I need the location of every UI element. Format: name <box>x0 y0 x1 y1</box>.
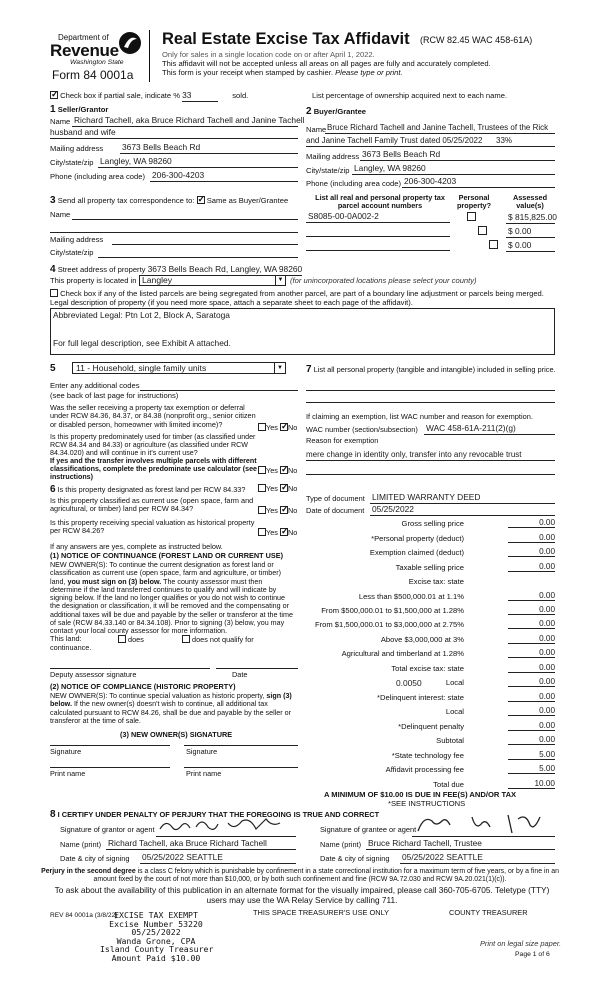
section6-question3: Is this property receiving special valuation as historical property per RCW 84.26? <box>50 518 255 536</box>
header-note-3: This form is your receipt when stamped by cashier. Please type or print. <box>162 68 403 77</box>
section6-q2-yes-checkbox[interactable] <box>258 506 266 514</box>
buyer-phone-value[interactable]: 206-300-4203 <box>404 176 457 186</box>
buyer-mailing-label: Mailing address <box>306 152 360 161</box>
minimum-due-note: A MINIMUM OF $10.00 IS DUE IN FEE(S) AND/OR TAX <box>324 790 517 799</box>
buyer-name-label: Name <box>306 125 327 134</box>
grantee-date-value[interactable]: 05/25/2022 SEATTLE <box>402 852 483 862</box>
tax-label-delinquent-penalty: *Delinquent penalty <box>398 722 464 731</box>
notice-compliance-title: (2) NOTICE OF COMPLIANCE (HISTORIC PROPERTY) <box>50 682 236 691</box>
rcw-reference: (RCW 82.45 WAC 458-61A) <box>420 35 533 45</box>
grantor-signature[interactable] <box>156 815 296 837</box>
tax-label-technology-fee: *State technology fee <box>391 751 464 760</box>
grantee-name-value[interactable]: Bruce Richard Tachell, Trustee <box>368 838 482 848</box>
buyer-city-label: City/state/zip <box>306 166 350 175</box>
section6-q1-yes-checkbox[interactable] <box>258 484 266 492</box>
notice-continuance-title: (1) NOTICE OF CONTINUANCE (FOREST LAND OR CURRENT USE) <box>50 551 284 560</box>
grantee-signature-label: Signature of grantee or agent <box>320 825 417 834</box>
seller-name-label: Name <box>50 117 71 126</box>
grantee-date-label: Date & city of signing <box>320 854 390 863</box>
tax-label-agricultural: Agricultural and timberland at 1.28% <box>341 649 464 658</box>
owner-signature-label-2: Signature <box>186 747 218 756</box>
partial-sale-row: ✓ Check box if partial sale, indicate % 33 sold. <box>50 91 248 102</box>
section5-question2-note: If yes and the transfer involves multiple parcels with different classifications, complete the predominate use calculator (see instructions) <box>50 457 257 482</box>
certify-statement: 8 I CERTIFY UNDER PENALTY OF PERJURY THAT THE FOREGOING IS TRUE AND CORRECT <box>50 809 380 820</box>
section6-q2-answer: Yes ✓ No <box>258 506 297 515</box>
owner-print-name-label-2: Print name <box>186 769 222 778</box>
assessed-value-2[interactable]: $ 0.00 <box>508 226 532 236</box>
section5-q1-no-checkbox[interactable] <box>280 423 288 431</box>
exemption-instructions: If claiming an exemption, list WAC number and reason for exemption. <box>306 412 533 421</box>
tax-amount-taxable[interactable]: 0.00 <box>508 562 555 572</box>
tax-label-processing-fee: Affidavit processing fee <box>385 765 464 774</box>
print-legal-note: Print on legal size paper. <box>480 939 562 948</box>
section6-q3-no-checkbox[interactable] <box>280 528 288 536</box>
same-as-buyer-checkbox[interactable] <box>197 196 205 204</box>
tax-label-gross: Gross selling price <box>401 519 464 528</box>
tax-amount-tier3[interactable]: 0.00 <box>508 619 555 629</box>
seller-heading: 1 Seller/Grantor <box>50 104 109 115</box>
tax-amount-tier4[interactable]: 0.00 <box>508 634 555 644</box>
document-date-value[interactable]: 05/25/2022 <box>372 504 414 514</box>
page-number: Page 1 of 6 <box>515 951 550 958</box>
buyer-mailing-value[interactable]: 3673 Bells Beach Rd <box>362 149 441 159</box>
document-type-value[interactable]: LIMITED WARRANTY DEED <box>372 492 481 502</box>
dept-revenue-label: Revenue <box>50 41 119 60</box>
grantee-signature[interactable] <box>412 811 552 837</box>
wac-value[interactable]: WAC 458-61A-211(2)(g) <box>426 423 516 433</box>
section7-heading: 7 List all personal property (tangible and intangible) included in selling price. <box>306 364 556 375</box>
owner-signature-label-1: Signature <box>50 747 82 756</box>
tax-amount-technology-fee[interactable]: 5.00 <box>508 750 555 760</box>
chevron-down-icon: ▼ <box>275 276 285 285</box>
tax-amount-processing-fee[interactable]: 5.00 <box>508 764 555 774</box>
document-date-label: Date of document <box>306 506 365 515</box>
personal-property-checkbox-3[interactable] <box>489 240 498 249</box>
section5-q2-no-checkbox[interactable] <box>280 466 288 474</box>
does-option: does <box>118 635 144 644</box>
notice-compliance-body: NEW OWNER(S): To continue special valuation as historic property, sign (3) below. If the new owner(s) doesn't wish to continue, all additional tax calculated pursuant to RCW 84.26, shall be due and payable by the seller or transferor at the time of sale. <box>50 692 292 725</box>
tax-label-tier3: From $1,500,000.01 to $3,000,000 at 2.75% <box>314 620 464 629</box>
grantor-date-label: Date & city of signing <box>60 854 130 863</box>
section5-q2-answer: Yes ✓ No <box>258 466 297 475</box>
section5-q1-yes-checkbox[interactable] <box>258 423 266 431</box>
parcels-header: List all real and personal property tax parcel account numbers <box>315 193 445 211</box>
seller-mailing-value[interactable]: 3673 Bells Beach Rd <box>122 142 201 152</box>
chevron-down-icon: ▼ <box>274 363 285 373</box>
tax-label-delinquent-interest-state: *Delinquent interest: state <box>377 693 464 702</box>
revenue-logo-icon <box>117 30 143 56</box>
section6-q2-no-checkbox[interactable] <box>280 506 288 514</box>
buyer-phone-label: Phone (including area code) <box>306 179 401 188</box>
tax-label-exemption: Exemption claimed (deduct) <box>369 548 464 557</box>
assessed-value-header: Assessed value(s) <box>512 193 548 211</box>
tax-amount-delinquent-penalty[interactable]: 0.00 <box>508 721 555 731</box>
buyer-city-value[interactable]: Langley, WA 98260 <box>354 163 426 173</box>
tax-amount-total-state[interactable]: 0.00 <box>508 663 555 673</box>
revision-number: REV 84 0001a (3/8/22) <box>50 912 118 919</box>
legal-description-line2: For full legal description, see Exhibit A attached. <box>53 338 231 348</box>
section5-question1: Was the seller receiving a property tax exemption or deferral under RCW 84.36, 84.37, or 84.38 (nonprofit org., senior citizen or disabled person, homeowner with limited income)? <box>50 403 256 429</box>
personal-property-header: Personal property? <box>456 193 492 211</box>
segregation-checkbox[interactable] <box>50 289 58 297</box>
assessed-value-1[interactable]: $ 815,825.00 <box>508 212 557 222</box>
additional-codes-label: Enter any additional codes <box>50 381 140 390</box>
page-title: Real Estate Excise Tax Affidavit <box>162 30 410 48</box>
partial-sale-checkbox[interactable] <box>50 91 58 99</box>
tax-amount-delinquent-interest-local[interactable]: 0.00 <box>508 706 555 716</box>
wac-label: WAC number (section/subsection) <box>306 425 418 434</box>
seller-phone-value[interactable]: 206-300-4203 <box>152 170 205 180</box>
grantor-name-label: Name (print) <box>60 840 102 849</box>
does-not-qualify-checkbox[interactable] <box>182 635 190 643</box>
tax-amount-total-due[interactable]: 10.00 <box>508 779 555 789</box>
see-back-note: (see back of last page for instructions) <box>50 391 179 400</box>
dept-of-label: Department of <box>58 33 109 42</box>
see-instructions-note: *SEE INSTRUCTIONS <box>388 799 466 808</box>
assessed-value-3[interactable]: $ 0.00 <box>508 240 532 250</box>
header-note-1: Only for sales in a single location code on or after April 1, 2022. <box>162 50 375 59</box>
legal-description-line1: Abbreviated Legal: Ptn Lot 2, Block A, Saratoga <box>53 310 230 320</box>
seller-mailing-label: Mailing address <box>50 144 104 153</box>
tax-label-tier1: Less than $500,000.01 at 1.1% <box>358 592 464 601</box>
seller-city-label: City/state/zip <box>50 158 94 167</box>
tax-amount-local[interactable]: 0.00 <box>508 677 555 687</box>
document-type-label: Type of document <box>306 494 365 503</box>
section5-number: 5 <box>50 363 56 374</box>
unincorporated-note: (for unincorporated locations please select your county) <box>290 276 477 285</box>
legal-description-label: Legal description of property (if you need more space, attach a separate sheet to each page of the affidavit). <box>50 298 413 307</box>
tax-amount-exemption[interactable]: 0.00 <box>508 547 555 557</box>
tax-label-subtotal: Subtotal <box>436 736 464 745</box>
personal-property-checkbox-2[interactable] <box>478 226 487 235</box>
tax-amount-tier2[interactable]: 0.00 <box>508 605 555 615</box>
section5-question2: Is this property predominately used for timber (as classified under RCW 84.34 and 84.33) or agriculture (as classified under RCW 84.34.020) and will continue in it's current use? <box>50 433 256 458</box>
grantee-name-label: Name (print) <box>320 840 362 849</box>
does-qualify-checkbox[interactable] <box>118 635 126 643</box>
seller-name-line1[interactable]: Richard Tachell, aka Bruce Richard Tachell and Janine Tachell <box>74 115 305 125</box>
buyer-name-line1[interactable]: Bruce Richard Tachell and Janine Tachell, Trustees of the Rick <box>327 123 549 132</box>
section3-name-label: Name <box>50 210 71 219</box>
tax-amount-subtotal[interactable]: 0.00 <box>508 735 555 745</box>
county-treasurer-label: COUNTY TREASURER <box>449 908 528 917</box>
header-divider <box>149 30 150 82</box>
tax-label-delinquent-interest-local: Local <box>445 707 464 716</box>
parcel-number-1[interactable]: S8085-00-0A002-2 <box>308 211 379 221</box>
section6-instructions: If any answers are yes, complete as instructed below. <box>50 542 223 551</box>
section3-heading: 3 Send all property tax correspondence to: ✓ Same as Buyer/Grantee <box>50 195 288 207</box>
tax-amount-tier1[interactable]: 0.00 <box>508 591 555 601</box>
tax-label-taxable: Taxable selling price <box>395 563 464 572</box>
seller-city-value[interactable]: Langley, WA 98260 <box>100 156 172 166</box>
accessibility-notice: To ask about the availability of this publication in an alternate format for the visually impaired, please call 360-705-6705. Teletype (TTY) users may use the WA Relay Service by calling 711. <box>54 885 550 905</box>
tax-label-tier4: Above $3,000,000 at 3% <box>380 635 464 644</box>
seller-phone-label: Phone (including area code) <box>50 172 145 181</box>
exemption-reason-value[interactable]: mere change in identity only, transfer into any revocable trust <box>306 450 522 459</box>
section6-question1: 6 Is this property designated as forest land per RCW 84.33? <box>50 484 246 495</box>
list-percentage-note: List percentage of ownership acquired next to each name. <box>312 91 508 100</box>
street-address-row: 4 Street address of property 3673 Bells Beach Rd, Langley, WA 98260 <box>50 264 303 275</box>
street-address-value[interactable]: 3673 Bells Beach Rd, Langley, WA 98260 <box>147 264 303 274</box>
buyer-name-line2[interactable]: and Janine Tachell Family Trust dated 05/25/2022 <box>306 136 483 145</box>
use-code-select[interactable]: 11 - Household, single family units ▼ <box>72 362 286 374</box>
located-label: This property is located in <box>50 276 137 285</box>
notice-continuance-body: NEW OWNER(S): To continue the current designation as forest land or classification as current use (open space, farm and agriculture, or timber) land, you must sign on (3) below. The county assessor must then determine if the land transferred continues to qualify and will indicate by signing below. If the land no longer qualifies or you do not wish to continue the designation or classification, it will be removed and the compensating or additional taxes will be due and payable by the seller or transferor at the time of sale (RCW 84.33.140 or 84.34.108). Prior to signing (3) below, you may contact your local county assessor for more information. <box>50 561 293 636</box>
header-note-2: This affidavit will not be accepted unless all areas on all pages are fully and accurately completed. <box>162 59 491 68</box>
tax-amount-gross[interactable]: 0.00 <box>508 518 555 528</box>
segregation-row: Check box if any of the listed parcels are being segregated from another parcel, are part of a boundary line adjustment or parcels being merged. <box>50 289 544 299</box>
exemption-reason-label: Reason for exemption <box>306 436 379 445</box>
section3-city-label: City/state/zip <box>50 248 94 257</box>
section6-q3-yes-checkbox[interactable] <box>258 528 266 536</box>
section6-q3-answer: Yes ✓ No <box>258 528 297 537</box>
tax-amount-agricultural[interactable]: 0.00 <box>508 648 555 658</box>
buyer-percent[interactable]: 33% <box>496 136 513 145</box>
treasurer-use-label: THIS SPACE TREASURER'S USE ONLY <box>253 908 390 917</box>
section5-q1-answer: Yes ✓ No <box>258 423 297 432</box>
grantor-date-value[interactable]: 05/25/2022 SEATTLE <box>142 852 223 862</box>
buyer-heading: 2 Buyer/Grantee <box>306 106 367 117</box>
perjury-notice: Perjury in the second degree is a class C felony which is punishable by confinement in a state correctional institution for a maximum term of five years, or by a fine in an amount fixed by the court of not more than $10,000, or by both such confinement and fine (RCW 9A.72.030 and RCW 9A.20.021(1)(c)). <box>41 868 559 883</box>
section6-question2: Is this property classified as current use (open space, farm and agricultural, or timber) land per RCW 84.34? <box>50 496 254 514</box>
section5-q2-yes-checkbox[interactable] <box>258 466 266 474</box>
form-number: Form 84 0001a <box>52 68 134 82</box>
legal-description-box[interactable] <box>50 308 555 355</box>
tax-amount-personal[interactable]: 0.00 <box>508 533 555 543</box>
seller-name-line2[interactable]: husband and wife <box>50 127 116 137</box>
this-land-label: This land: <box>50 634 82 643</box>
new-owner-signature-title: (3) NEW OWNER(S) SIGNATURE <box>120 730 233 739</box>
deputy-date-label: Date <box>232 670 248 679</box>
tax-label-total-due: Total due <box>433 780 464 789</box>
section6-q1-no-checkbox[interactable] <box>280 484 288 492</box>
treasurer-stamp: EXCISE TAX EXEMPT Excise Number 53220 05/25/2022 Wanda Grone, CPA Island County Treasurer Amount Paid $10.00 <box>100 910 214 964</box>
tax-label-excise-state: Excise tax: state <box>408 577 464 586</box>
tax-label-local: Local <box>445 678 464 687</box>
local-rate-value[interactable]: 0.0050 <box>396 678 422 688</box>
continuance-label: continuance. <box>50 643 92 652</box>
tax-label-total-state: Total excise tax: state <box>391 664 464 673</box>
partial-sale-percent[interactable]: 33 <box>182 91 218 102</box>
grantor-signature-label: Signature of grantor or agent <box>60 825 155 834</box>
dept-state-label: Washington State <box>70 59 124 66</box>
tax-label-tier2: From $500,000.01 to $1,500,000 at 1.28% <box>321 606 464 615</box>
tax-amount-delinquent-interest-state[interactable]: 0.00 <box>508 692 555 702</box>
owner-print-name-label-1: Print name <box>50 769 86 778</box>
section3-mailing-label: Mailing address <box>50 235 104 244</box>
deputy-assessor-signature-label: Deputy assessor signature <box>50 670 137 679</box>
grantor-name-value[interactable]: Richard Tachell, aka Bruce Richard Tachell <box>108 838 267 848</box>
personal-property-checkbox-1[interactable] <box>467 212 476 221</box>
does-not-option: does not qualify for <box>182 635 254 644</box>
section6-q1-answer: Yes ✓ No <box>258 484 297 493</box>
location-select[interactable]: Langley ▼ <box>139 275 286 286</box>
tax-label-personal: *Personal property (deduct) <box>371 534 464 543</box>
